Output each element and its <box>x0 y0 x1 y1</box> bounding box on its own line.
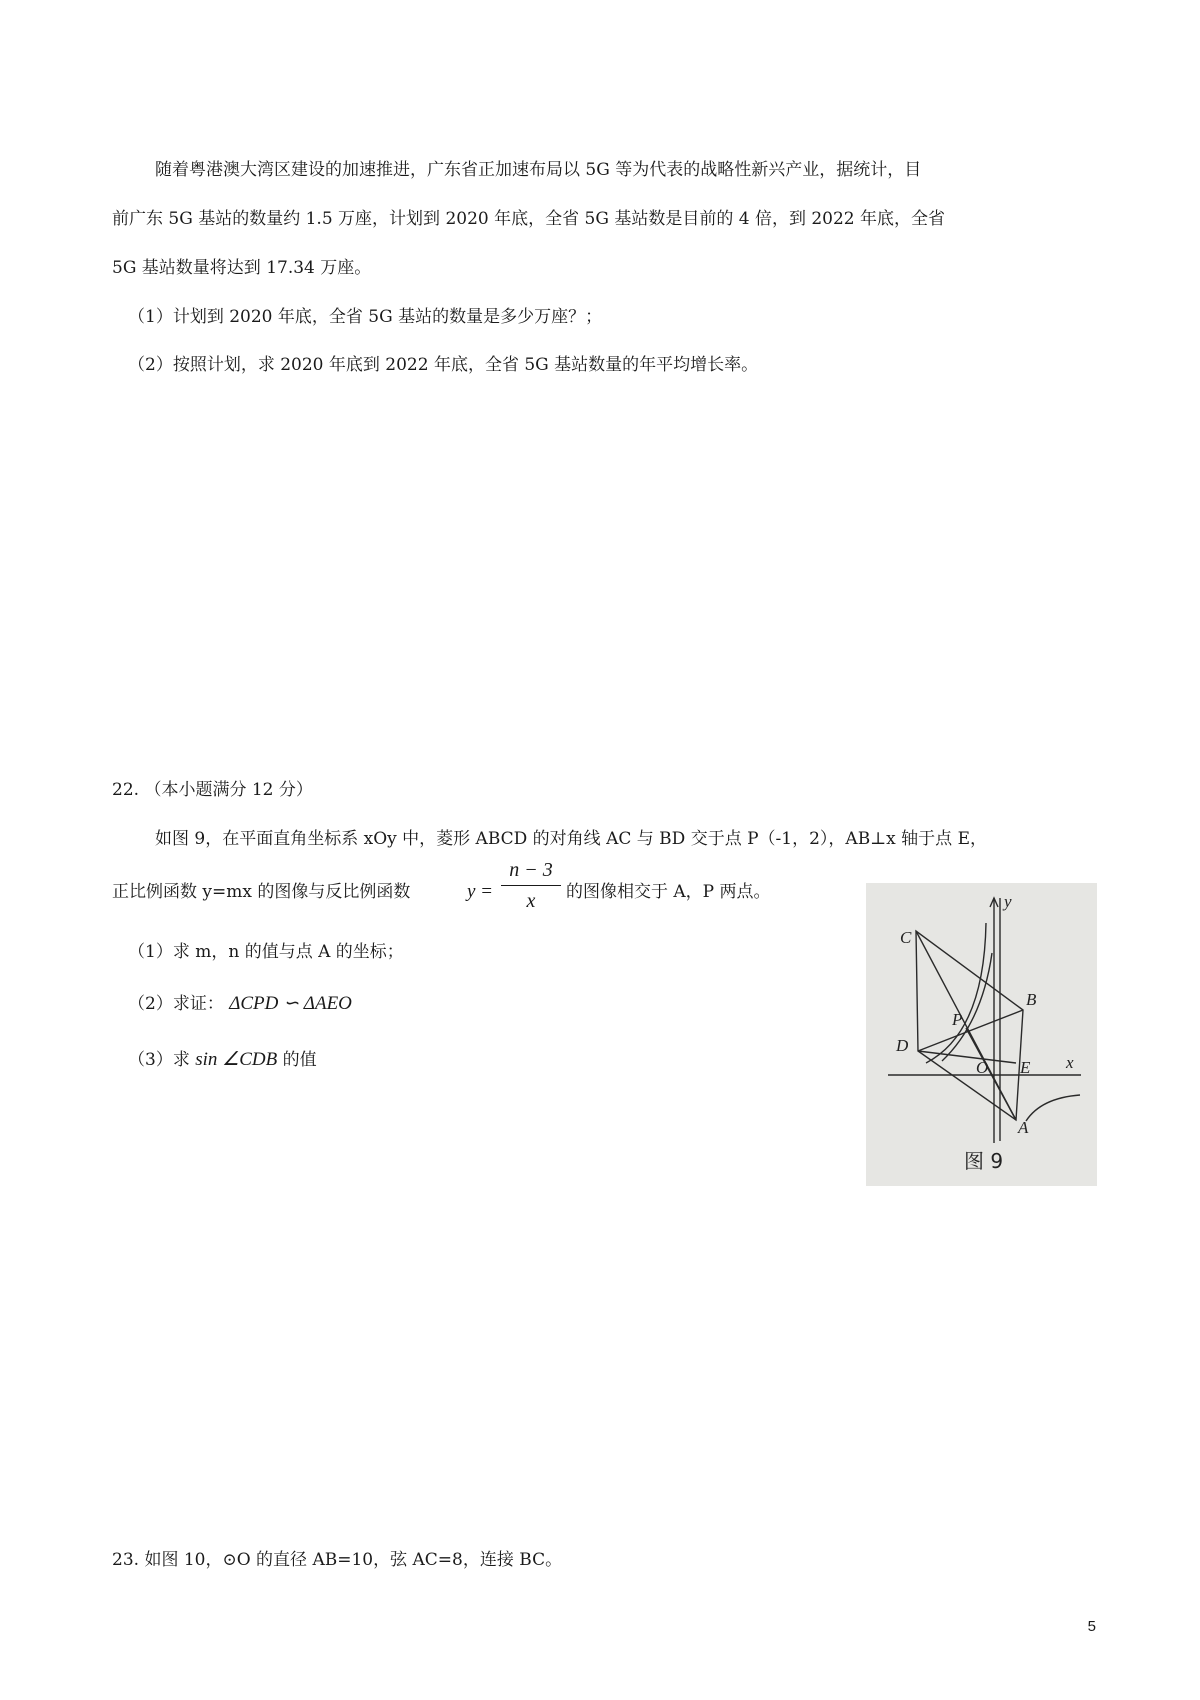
q21-part-2: （2）按照计划，求 2020 年底到 2022 年底，全省 5G 基站数量的年平均增长率。 <box>128 355 759 375</box>
label-a: A <box>1018 1118 1029 1137</box>
label-b: B <box>1026 990 1037 1009</box>
q21-part-1: （1）计划到 2020 年底，全省 5G 基站的数量是多少万座？； <box>128 307 603 327</box>
q22-part-3-label: （3）求 <box>128 1050 190 1070</box>
q22-part-2 <box>128 992 352 1016</box>
line-ap <box>966 1028 1016 1120</box>
q22-formula-lhs: y = <box>467 881 494 902</box>
q22-header: 22. （本小题满分 12 分） <box>112 780 313 800</box>
label-c: C <box>900 928 912 947</box>
q22-paragraph-line-1: 如图 9，在平面直角坐标系 xOy 中，菱形 ABCD 的对角线 AC 与 BD 交于点 P（-1，2），AB⊥x 轴于点 E， <box>155 829 987 849</box>
q22-formula-numerator: n − 3 <box>509 859 553 881</box>
q22-part-2-label: （2）求证： <box>128 994 224 1014</box>
q21-paragraph-line-3: 5G 基站数量将达到 17.34 万座。 <box>112 258 372 278</box>
q22-formula-bar <box>501 885 561 886</box>
label-e: E <box>1020 1058 1031 1077</box>
label-y: y <box>1004 892 1012 911</box>
q22-part-3-post: 的值 <box>282 1050 317 1070</box>
q21-paragraph-line-1: 随着粤港澳大湾区建设的加速推进，广东省正加速布局以 5G 等为代表的战略性新兴产业，据统计，目 <box>155 160 922 180</box>
label-o: O <box>976 1058 989 1077</box>
q22-part-3 <box>128 1048 317 1072</box>
figure-9-caption: 图 9 <box>964 1149 1004 1173</box>
page-number: 5 <box>1087 1618 1096 1635</box>
q23-text: 23. 如图 10，⊙O 的直径 AB=10，弦 AC=8，连接 BC。 <box>112 1550 563 1570</box>
q22-formula-denominator: x <box>526 890 536 912</box>
q22-paragraph-line-2-post: 的图像相交于 A，P 两点。 <box>566 882 771 902</box>
figure-9 <box>866 883 1097 1186</box>
label-p: P <box>952 1010 963 1029</box>
diagonal-bd <box>918 1010 1023 1051</box>
q22-paragraph-line-2-pre: 正比例函数 y=mx 的图像与反比例函数 <box>112 882 411 902</box>
q22-formula-fraction <box>501 857 561 914</box>
q22-part-1: （1）求 m，n 的值与点 A 的坐标； <box>128 942 404 962</box>
label-d: D <box>896 1036 909 1055</box>
hyperbola-branch-left <box>926 923 986 1063</box>
q21-paragraph-line-2: 前广东 5G 基站的数量约 1.5 万座，计划到 2020 年底，全省 5G 基站数是目前的 4 倍，到 2022 年底，全省 <box>112 209 946 229</box>
label-x: x <box>1066 1053 1074 1072</box>
q22-part-2-math: ΔCPD ∽ ΔAEO <box>229 993 352 1014</box>
figure-9-diagram <box>866 883 1097 1186</box>
hyperbola-branch-right <box>1026 1095 1080 1121</box>
q22-part-3-math: sin ∠CDB <box>195 1049 278 1070</box>
